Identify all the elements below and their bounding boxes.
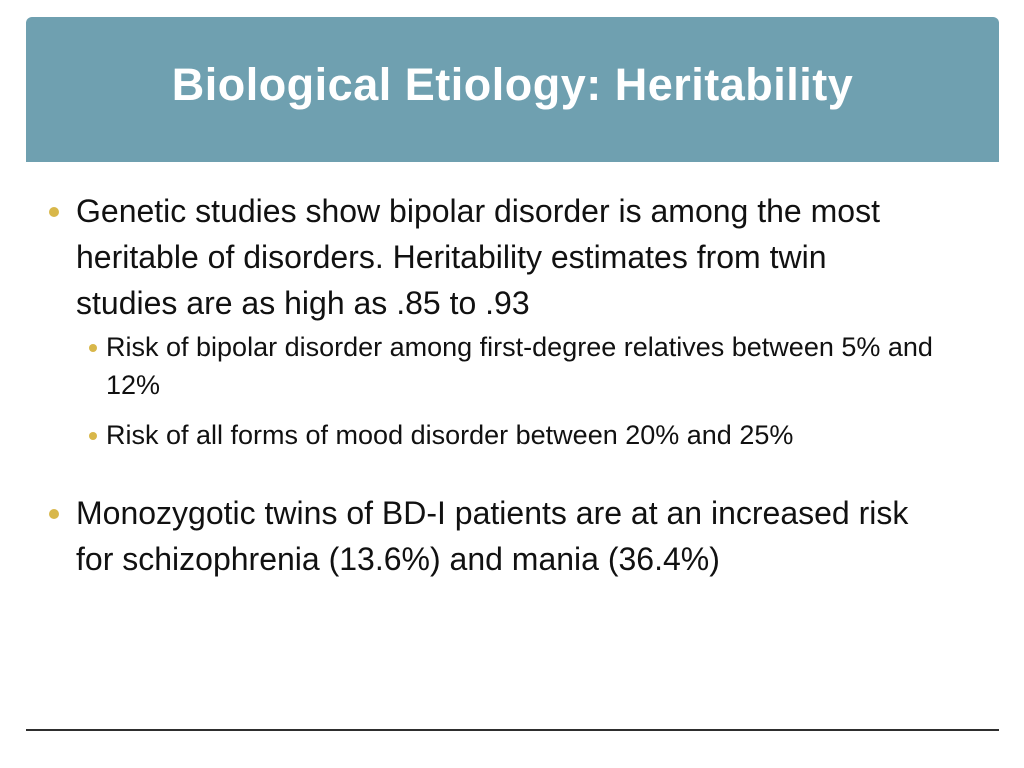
sub-bullet-text: Risk of all forms of mood disorder between 20% and 25%: [106, 420, 794, 450]
bullet-text: Monozygotic twins of BD-I patients are at an increased risk for schizophrenia (13.6%) and mania (36.4%): [76, 495, 909, 577]
bullet-text: Genetic studies show bipolar disorder is among the most heritable of disorders. Heritability estimates from twin studies are as high as .85 to .93: [76, 193, 880, 321]
bottom-divider: [26, 729, 999, 731]
sub-bullet-dot-icon: [89, 344, 97, 352]
bullet-item: [44, 490, 984, 582]
bullet-item: [44, 188, 984, 326]
sub-bullet-item: [44, 416, 984, 454]
bullet-dot-icon: [49, 509, 59, 519]
title-bar: [26, 17, 999, 162]
slide-title: Biological Etiology: Heritability: [171, 58, 854, 110]
sub-bullet-item: [44, 328, 984, 404]
bullet-dot-icon: [49, 207, 59, 217]
slide-content: [44, 188, 984, 582]
sub-bullet-text: Risk of bipolar disorder among first-degree relatives between 5% and 12%: [106, 332, 933, 400]
sub-bullet-dot-icon: [89, 432, 97, 440]
